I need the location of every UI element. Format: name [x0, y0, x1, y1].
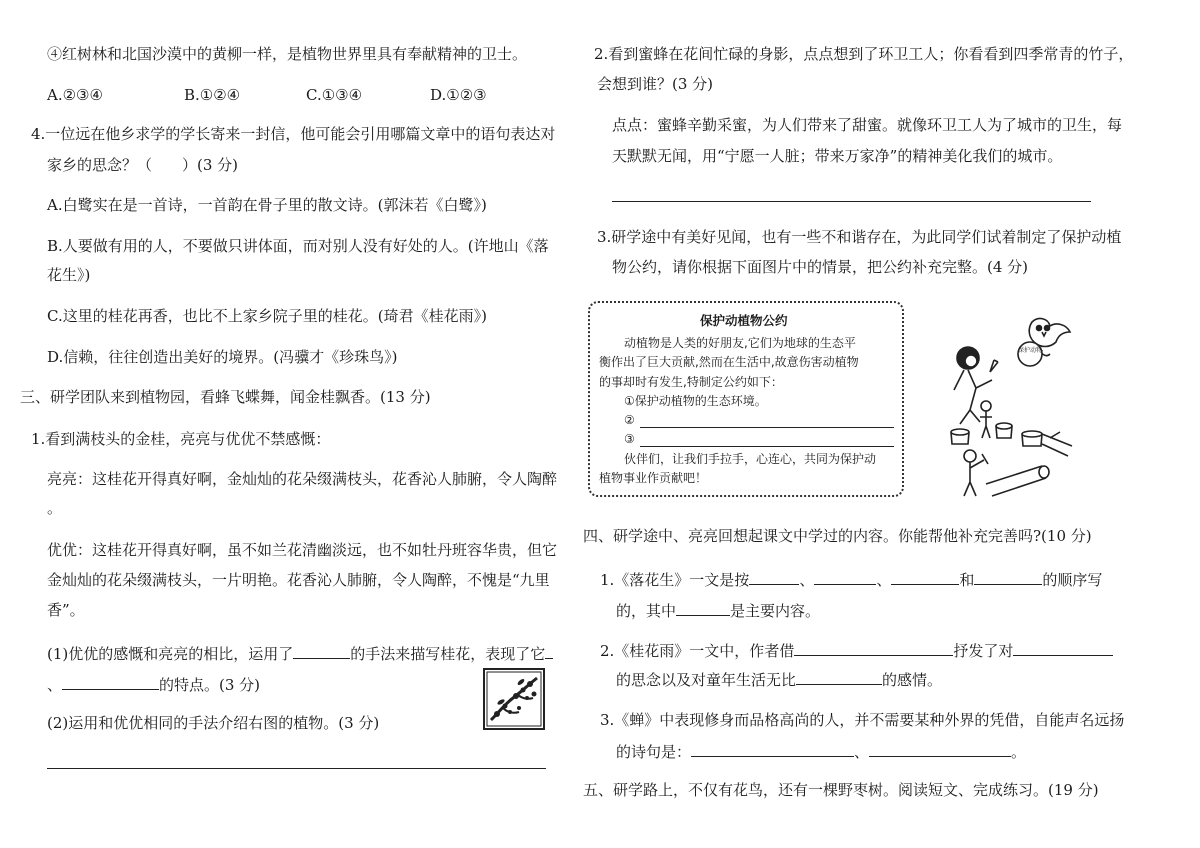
youyou-text-line3: 香”。 — [47, 601, 85, 619]
s3-sub1-blank1[interactable] — [293, 643, 350, 659]
s3-sub2-stem: (2)运用和优优相同的手法介绍右图的植物。(3 分) — [47, 714, 380, 732]
s3-sub1-comma: 、 — [47, 676, 63, 694]
s3-sub1-suffix: 的特点。(3 分) — [159, 676, 261, 694]
section-5-title: 五、研学路上，不仅有花鸟，还有一棵野枣树。阅读短文、完成练习。(19 分) — [583, 781, 1099, 799]
harming-nature-illustration — [946, 314, 1076, 500]
osmanthus-branch-image — [483, 668, 545, 730]
s4-q1-main-prefix: 的，其中 — [616, 602, 677, 620]
s4-q3-sep: 、 — [854, 743, 870, 761]
section-4-title: 四、研学途中、亮亮回想起课文中学过的内容。你能帮他补充完善吗?(10 分) — [583, 527, 1092, 545]
q4-stem-line2: 家乡的思念？（ ）(3 分) — [47, 156, 239, 174]
convention-text-line3: 的事却时有发生,特制定公约如下： — [599, 375, 783, 389]
convention-closing-line2: 植物事业作贡献吧！ — [599, 471, 708, 485]
s4-q1-suffix: 的顺序写 — [1042, 571, 1103, 589]
s4-q1-blank4[interactable] — [974, 569, 1042, 585]
q3-option-4: ④红树林和北国沙漠中的黄柳一样，是植物世界里具有奉献精神的卫士。 — [47, 45, 528, 63]
q4-stem-line1: 4.一位远在他乡求学的学长寄来一封信，他可能会引用哪篇文章中的语句表达对 — [31, 125, 556, 143]
convention-text-line2: 衡作出了巨大贡献,然而在生活中,故意伤害动植物 — [599, 355, 859, 369]
protect-animals-sign-text: 保护动物 — [1017, 347, 1043, 354]
s4-q3-blank1[interactable] — [691, 741, 854, 757]
s4-q3-prefix: 的诗句是： — [616, 743, 692, 761]
s4-q2-blank2[interactable] — [1013, 640, 1113, 656]
convention-text-line1: 动植物是人类的好朋友,它们为地球的生态平 — [624, 336, 856, 350]
s4-q1-line1 — [600, 569, 1102, 590]
s4-q2-blank1[interactable] — [794, 640, 953, 656]
s3-sub1-blank1-tail[interactable] — [545, 643, 553, 659]
s4-q1-blank1[interactable] — [749, 569, 799, 585]
q3-choice-b[interactable]: B.①②④ — [184, 86, 241, 104]
s4-q2-line2 — [616, 669, 942, 690]
liangliang-text-line1: 亮亮：这桂花开得真好啊，金灿灿的花朵缀满枝头，花香沁人肺腑，令人陶醉 — [47, 470, 558, 488]
s4-q3-end: 。 — [1011, 743, 1027, 761]
r-q3-stem-line1: 3.研学途中有美好见闻，也有一些不和谐存在，为此同学们试着制定了保护动植 — [597, 228, 1122, 246]
convention-card — [588, 301, 904, 497]
q4-option-b-line2[interactable]: 花生》) — [47, 266, 91, 284]
section-3-title: 三、研学团队来到植物园，看蜂飞蝶舞，闻金桂飘香。(13 分) — [20, 388, 431, 406]
r-q2-stem-line2: 会想到谁？(3 分) — [597, 75, 714, 93]
s4-q2-middle: 抒发了对 — [953, 642, 1014, 660]
s4-q1-blank5[interactable] — [676, 600, 730, 616]
convention-item-3-label: ③ — [624, 432, 635, 446]
convention-item-2-label: ② — [624, 413, 635, 427]
s4-q1-prefix: 1.《落花生》一文是按 — [600, 571, 750, 589]
s4-q2-blank3[interactable] — [796, 669, 882, 685]
s4-q1-and: 和 — [959, 571, 975, 589]
q3-choice-a[interactable]: A.②③④ — [47, 86, 103, 104]
s4-q3-line2 — [616, 741, 1026, 762]
q4-option-a[interactable]: A.白鹭实在是一首诗，一首韵在骨子里的散文诗。(郭沫若《白鹭》) — [47, 196, 487, 214]
r-q2-answer-line[interactable] — [612, 201, 1091, 202]
convention-item-1: ①保护动植物的生态环境。 — [624, 394, 767, 408]
s3-sub1-middle: 的手法来描写桂花，表现了它 — [350, 645, 546, 663]
q4-option-b-line1[interactable]: B.人要做有用的人，不要做只讲体面，而对别人没有好处的人。(许地山《落 — [47, 237, 549, 255]
r-q2-stem-line1: 2.看到蜜蜂在花间忙碌的身影，点点想到了环卫工人；你看看到四季常青的竹子， — [594, 45, 1134, 63]
convention-item-3-blank[interactable] — [640, 446, 894, 447]
convention-item-2-blank[interactable] — [640, 427, 894, 428]
youyou-text-line2: 金灿灿的花朵缀满枝头，一片明艳。花香沁人肺腑，令人陶醉，不愧是“九里 — [47, 571, 550, 589]
s3-sub1-line1 — [47, 643, 553, 664]
q4-option-c[interactable]: C.这里的桂花再香，也比不上家乡院子里的桂花。(琦君《桂花雨》) — [47, 307, 487, 325]
q3-choice-c[interactable]: C.①③④ — [306, 86, 363, 104]
diandian-text-line2: 天默默无闻，用“宁愿一人脏；带来万家净”的精神美化我们的城市。 — [612, 147, 1063, 165]
s4-q1-line2 — [616, 600, 820, 621]
s3-sub1-line2 — [47, 674, 260, 695]
s4-q2-suffix: 的感情。 — [882, 671, 943, 689]
convention-closing-line1: 伙伴们，让我们手拉手，心连心，共同为保护动 — [624, 452, 877, 466]
diandian-text-line1: 点点：蜜蜂辛勤采蜜，为人们带来了甜蜜。就像环卫工人为了城市的卫生，每 — [612, 116, 1123, 134]
s4-q3-blank2[interactable] — [869, 741, 1011, 757]
s4-q1-main-suffix: 是主要内容。 — [730, 602, 821, 620]
s4-q1-blank2[interactable] — [814, 569, 876, 585]
q3-choice-d[interactable]: D.①②③ — [430, 86, 487, 104]
s3-sub2-answer-line[interactable] — [47, 768, 546, 769]
s4-q2-prefix: 2.《桂花雨》一文中，作者借 — [600, 642, 795, 660]
s4-q1-sep2: 、 — [876, 571, 892, 589]
s4-q2-line1 — [600, 640, 1113, 661]
s3-sub1-blank2[interactable] — [62, 674, 159, 690]
s4-q2-cont: 的思念以及对童年生活无比 — [616, 671, 797, 689]
s3-sub1-prefix: (1)优优的感慨和亮亮的相比，运用了 — [47, 645, 294, 663]
youyou-text-line1: 优优：这桂花开得真好啊，虽不如兰花清幽淡远，也不如牡丹班容华贵，但它 — [47, 541, 558, 559]
s4-q1-blank3[interactable] — [891, 569, 959, 585]
s4-q1-sep1: 、 — [799, 571, 815, 589]
r-q3-stem-line2: 物公约，请你根据下面图片中的情景，把公约补充完整。(4 分) — [612, 258, 1029, 276]
s4-q3-line1: 3.《蝉》中表现修身而品格高尚的人，并不需要某种外界的凭借，自能声名远扬 — [600, 711, 1125, 729]
convention-title: 保护动植物公约 — [700, 313, 788, 328]
s3-q1-stem: 1.看到满枝头的金桂，亮亮与优优不禁感慨： — [31, 430, 331, 448]
q4-option-d[interactable]: D.信赖，往往创造出美好的境界。(冯骥才《珍珠鸟》) — [47, 348, 398, 366]
liangliang-text-line2: 。 — [47, 499, 63, 517]
